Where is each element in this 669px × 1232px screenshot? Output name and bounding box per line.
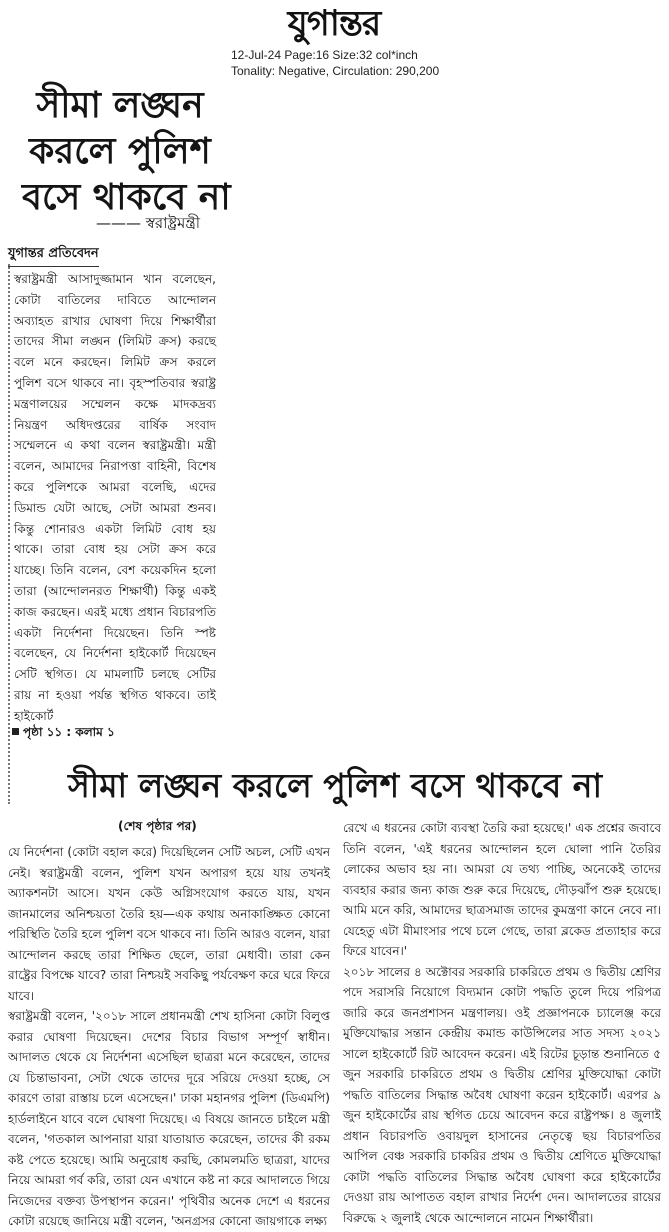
headline-line-1: সীমা লঙ্ঘন (36, 85, 204, 126)
clipping-meta-date-page: 12-Jul-24 Page:16 Size:32 col*inch (231, 48, 418, 62)
newspaper-logo: যুগান্তর (287, 3, 381, 44)
inside-article-column-1 (8, 822, 330, 1228)
clipping-meta-tonality: Tonality: Negative, Circulation: 290,200 (231, 64, 440, 78)
inside-paragraph-4: ২০১৮ সালের ৪ অক্টোবর সরকারি চাকরিতে প্রথম ও দ্বিতীয় শ্রেণির পদে সরাসরি নিয়োগে বিদ্যমান কোটা পদ্ধতি তুলে দিয়ে পরিপত্র জারি করে জনপ্রশাসন মন্ত্রণালয়। ওই প্রজ্ঞাপনকে চ্যালেঞ্জ করে মুক্তিযোদ্ধার সন্তান কেন্দ্রীয় কমান্ড কাউন্সিলের সাত সদস্য ২০২১ সালে হাইকোর্টে রিট আবেদন করেন। এই রিটের চূড়ান্ত শুনানিতে ৫ জুন সরকারি চাকরিতে প্রথম ও দ্বিতীয় শ্রেণির মুক্তিযোদ্ধা কোটা পদ্ধতি বাতিলের সিদ্ধান্ত অবৈধ ঘোষণা করেন হাইকোর্ট। এরপর ৯ জুন হাইকোর্টের রায় স্থগিত চেয়ে আবেদন করে রাষ্ট্রপক্ষ। ৪ জুলাই প্রধান বিচারপতি ওবায়দুল হাসানের নেতৃত্বে ছয় বিচারপতির আপিল বেঞ্চ সরকারি চাকরির প্রথম ও দ্বিতীয় শ্রেণিতে মুক্তিযোদ্ধা কোটা পদ্ধতি বাতিলের সিদ্ধান্ত অবৈধ ঘোষণা করে হাইকোর্টের দেওয়া রায় আপাতত বহাল রাখার নির্দেশ দেন। আদালতের রায়ের বিরুদ্ধে ২ জুলাই থেকে আন্দোলনে নামেন শিক্ষার্থীরা। (343, 964, 661, 1225)
inside-paragraph-3: রেখে এ ধরনের কোটা ব্যবস্থা তৈরি করা হয়েছে।' এক প্রশ্নের জবাবে তিনি বলেন, 'এই ধরনের আন্দোলন হলে ঘোলা পানি তৈরির লোকের অভাব হয় না। আমরা যে তথ্য পাচ্ছি, অনেকেই তাদের ব্যবহার করার জন্য কাজ শুরু করে দিয়েছে, দৌড়ঝাঁপ শুরু হয়েছে। আমি মনে করি, আমাদের ছাত্রসমাজ তাদের কুমন্ত্রণা কানে নেবে না। যেহেতু এটা মীমাংসার পথে চলে গেছে, তারা ব্লকেড প্রত্যাহার করে ফিরে যাবেন।' (343, 821, 661, 958)
column-dotted-rule (8, 264, 10, 804)
continuation-note (12, 724, 115, 744)
headline-attribution: ——— স্বরাষ্ট্রমন্ত্রী (96, 214, 201, 232)
inside-paragraph-2: স্বরাষ্ট্রমন্ত্রী বলেন, '২০১৮ সালে প্রধানমন্ত্রী শেখ হাসিনা কোটা বিলুপ্ত করার ঘোষণা দিয়েছেন। দেশের বিচার বিভাগ সম্পূর্ণ স্বাধীন। আদালত থেকে যে নির্দেশনা এসেছিল ছাত্ররা মনে করেছেন, তাদের যে চিন্তাভাবনা, সেটা থেকে তাদের দূরে সরিয়ে দেওয়া হচ্ছে, সে কারণে তারা রাস্তায় চলে এসেছেন।' ঢাকা মহানগর পুলিশ (ডিএমপি) হার্ডলাইনে যাবে বলে ঘোষণা দিয়েছে। এ বিষয়ে জানতে চাইলে মন্ত্রী বলেন, 'গতকাল আপনারা যারা যাতায়াত করেছেন, তাদের কী রকম কষ্ট পেতে হয়েছে। আমি অনুরোধ করছি, কোমলমতি ছাত্ররা, যাদের নিয়ে আমরা গর্ব করি, তারা যেন এখানে কষ্ট না করে আদালতে গিয়ে নিজেদের বক্তব্য উপস্থাপন করেন।' পৃথিবীর অনেক দেশে এ ধরনের কোটা রয়েছে জানিয়ে মন্ত্রী বলেন, 'অনগ্রসর কোনো জায়গাকে লক্ষ্য (8, 1009, 330, 1228)
square-bullet-icon (12, 728, 19, 735)
byline: যুগান্তর প্রতিবেদন (8, 244, 99, 267)
inside-article-column-2 (343, 818, 661, 1225)
front-page-clipping (8, 84, 231, 744)
continuation-label: পৃষ্ঠা ১১ : কলাম ১ (23, 725, 115, 739)
continued-from-label: (শেষ পৃষ্ঠার পর) (118, 819, 197, 833)
headline-line-2: করলে পুলিশ (29, 131, 211, 172)
inside-paragraph-1: যে নির্দেশনা (কোটা বহাল করে) দিয়েছিলেন সেটি অচল, সেটি এখন নেই। স্বরাষ্ট্রমন্ত্রী বলেন, পুলিশ যখন অপারগ হয়ে যায় তখনই অ্যাকশনটা আসে। যখন কেউ অগ্নিসংযোগ করতে যায়, যখন জানমালের অনিশ্চয়তা তৈরি হয়—এক কথায় অনাকাঙ্ক্ষিত কোনো পরিস্থিতি তৈরি হলে পুলিশ বসে থাকবে না। তিনি আরও বলেন, যারা আন্দোলন করছে তারা শিক্ষিত ছেলে, তারা মেধাবী। তারা কেন রাষ্ট্রের বিপক্ষে যাবে? তারা নিশ্চয়ই সবকিছু পর্যবেক্ষণ করে ঘরে ফিরে যাবে। (8, 845, 330, 1003)
article-body-front: স্বরাষ্ট্রমন্ত্রী আসাদুজ্জামান খান বলেছেন, কোটা বাতিলের দাবিতে আন্দোলন অব্যাহত রাখার ঘোষণা দিয়ে শিক্ষার্থীরা তাদের সীমা লঙ্ঘন (লিমিট ক্রস) করছে বলে মনে করছেন। লিমিট ক্রস করলে পুলিশ বসে থাকবে না। বৃহস্পতিবার স্বরাষ্ট্র মন্ত্রণালয়ের সম্মেলন কক্ষে মাদকদ্রব্য নিয়ন্ত্রণ অধিদপ্তরের বার্ষিক সংবাদ সম্মেলনে এ কথা বলেন স্বরাষ্ট্রমন্ত্রী। মন্ত্রী বলেন, আমাদের নিরাপত্তা বাহিনী, বিশেষ করে পুলিশকে আমরা বলেছি, এদের ডিমান্ড যেটা আছে, সেটা আমরা শুনব। কিন্তু শোনারও একটা লিমিট বোধ হয় থাকে। তারা বোধ হয় সেটা ক্রস করে যাচ্ছে। তিনি বলেন, বেশ কয়েকদিন হলো তারা (আন্দোলনরত শিক্ষার্থী) কিন্তু একই কাজ করছেন। এরই মধ্যে প্রধান বিচারপতি একটা নির্দেশনা দিয়েছেন। তিনি স্পষ্ট বলেছেন, যে নির্দেশনা হাইকোর্ট দিয়েছেন সেটি স্থগিত। যে মামলাটি চলছে সেটির রায় না হওয়া পর্যন্ত স্থগিত থাকবে। তাই হাইকোর্ট (14, 272, 216, 723)
inside-page-headline: সীমা লঙ্ঘন করলে পুলিশ বসে থাকবে না (67, 766, 603, 805)
headline-line-3: বসে থাকবে না (22, 177, 231, 218)
